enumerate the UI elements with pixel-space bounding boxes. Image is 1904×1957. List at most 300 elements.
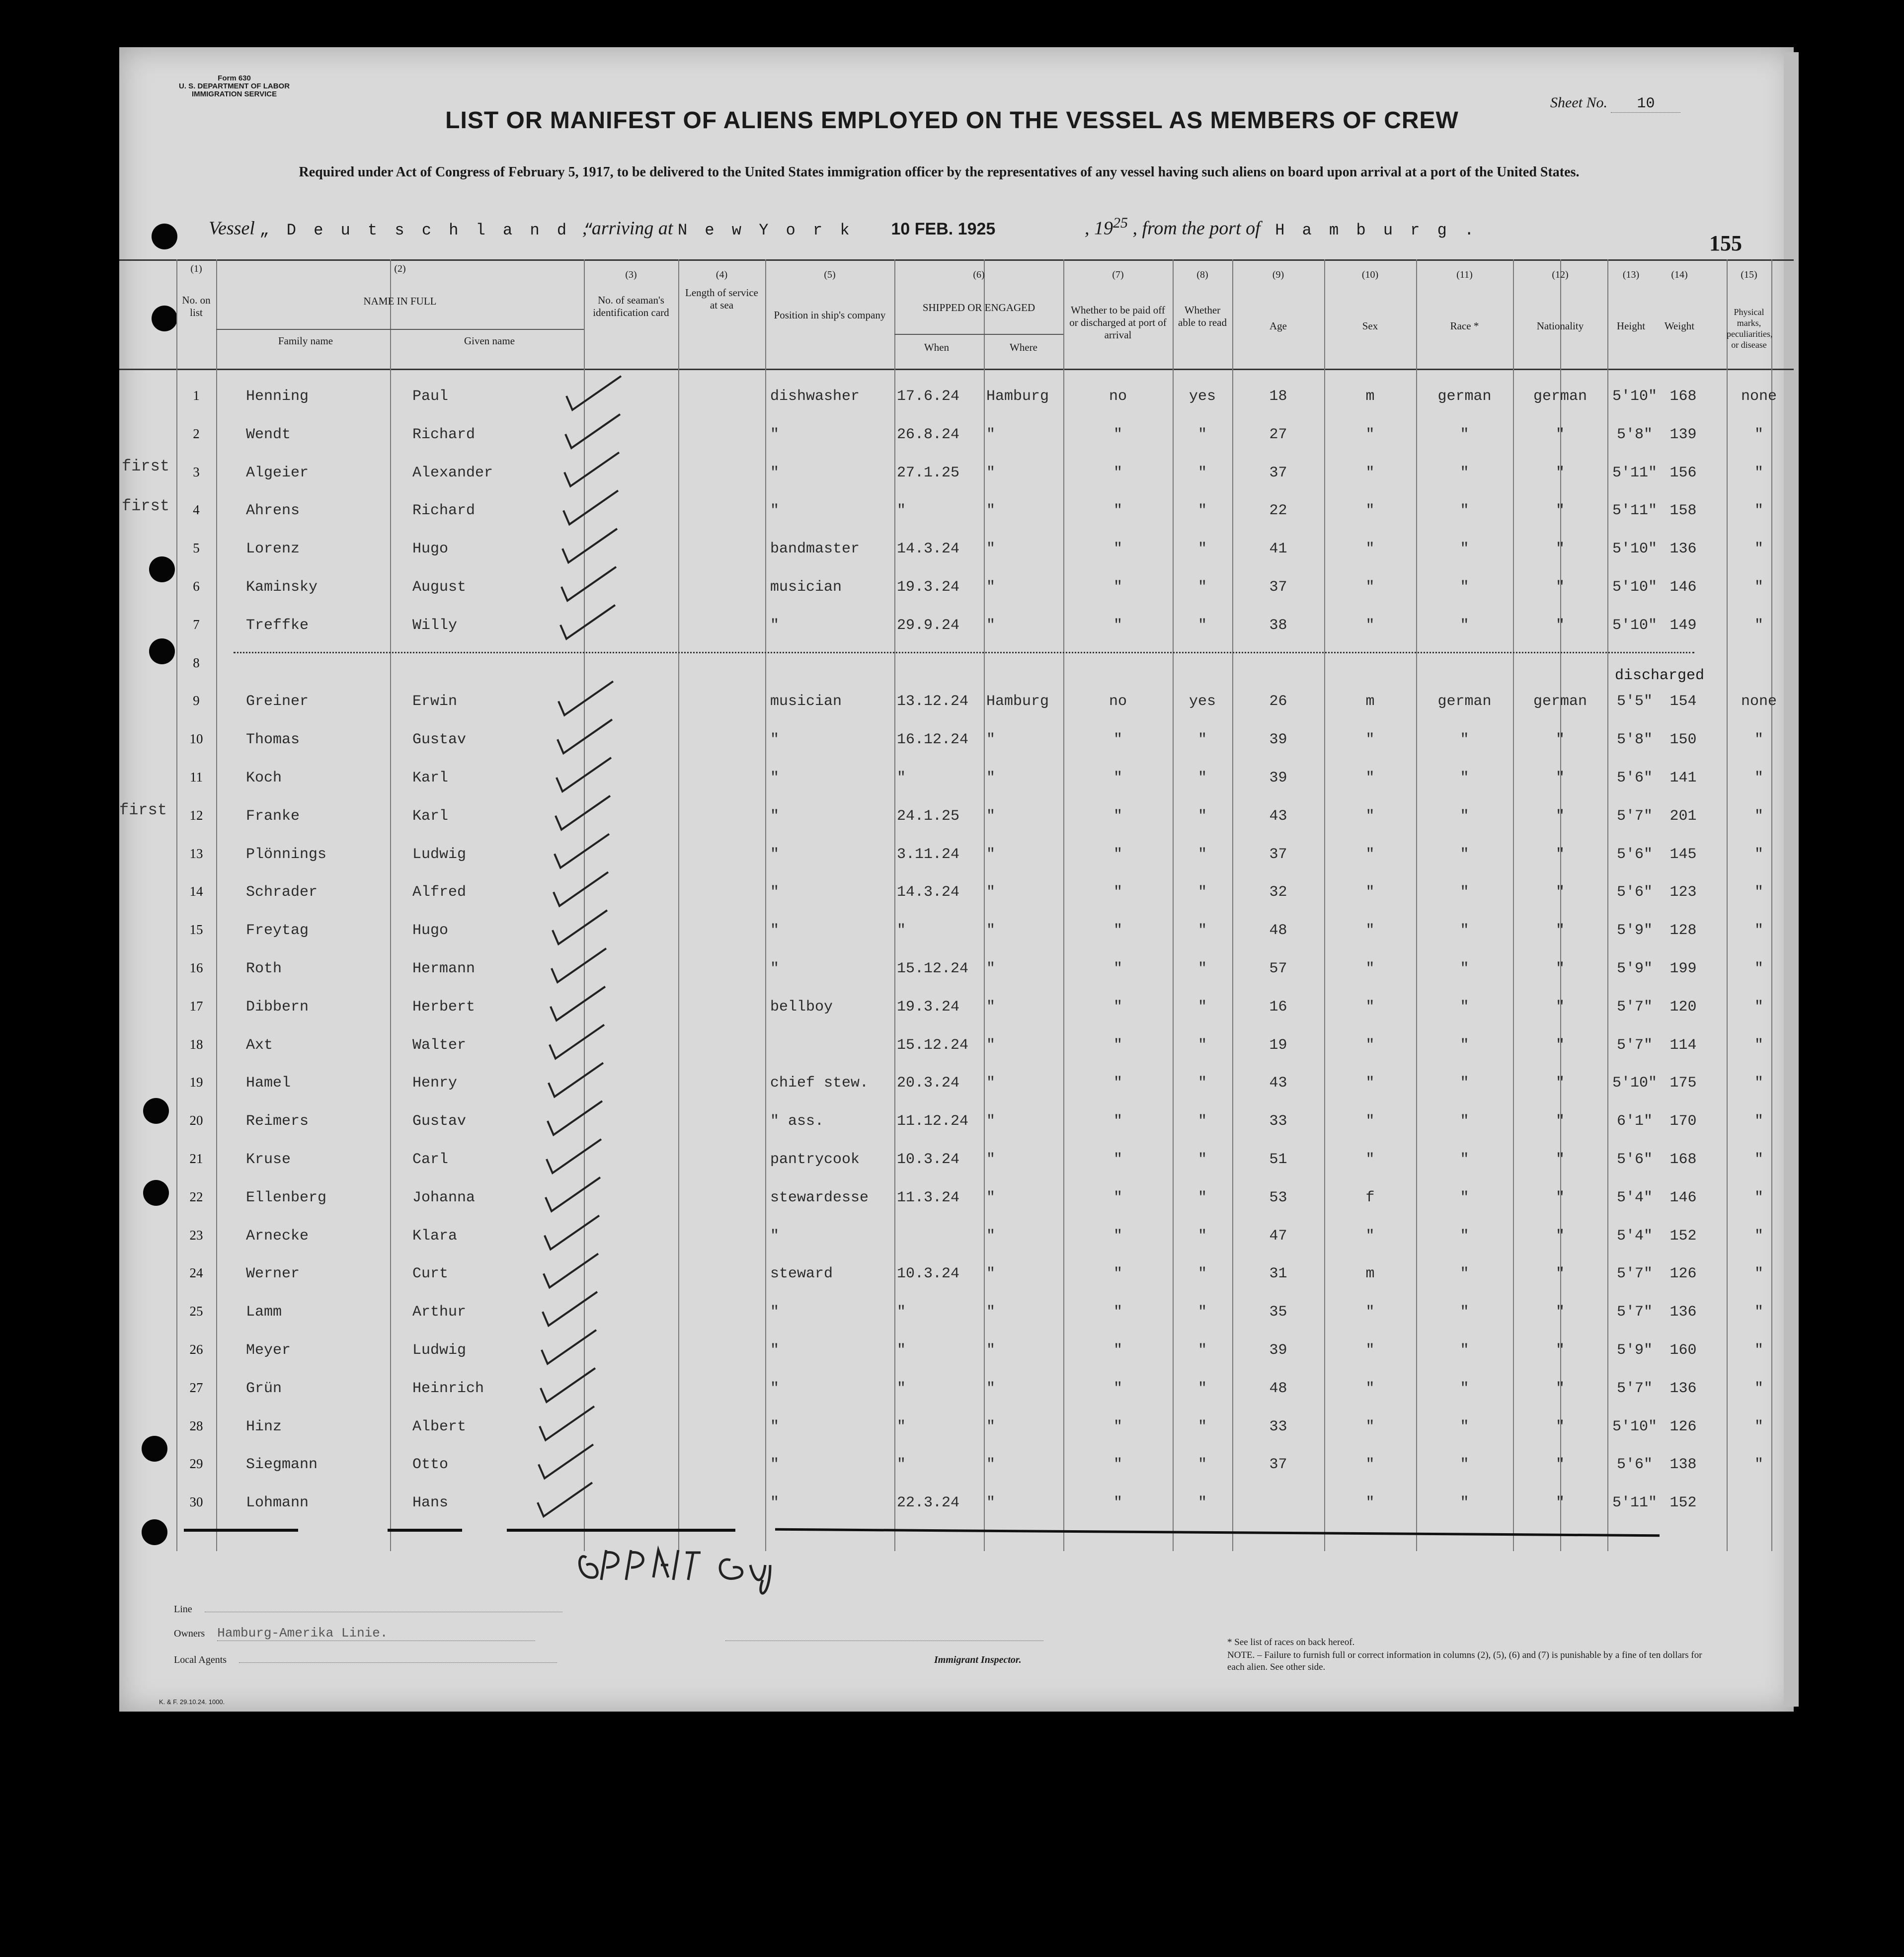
checkmark (553, 910, 607, 944)
cell-position: bellboy (770, 998, 833, 1016)
cell-when: " (897, 1304, 906, 1321)
cell-no: 21 (189, 1151, 203, 1166)
cell-read: " (1197, 1075, 1207, 1092)
col-num-9: (9) (1272, 269, 1284, 280)
cell-no: 23 (189, 1227, 203, 1243)
cell-given: Alexander (412, 464, 493, 481)
arrival-date-stamp: 10 FEB. 1925 (891, 219, 996, 238)
cell-read: " (1197, 1494, 1207, 1512)
cell-height: 5'9" (1616, 922, 1653, 939)
cell-nat: " (1555, 1494, 1565, 1512)
cell-where: " (986, 884, 996, 901)
cell-no: 17 (189, 998, 203, 1014)
cell-height: 5'11" (1612, 502, 1657, 520)
cell-marks: " (1754, 426, 1763, 443)
cell-height: 5'6" (1616, 884, 1653, 901)
cell-no: 16 (189, 960, 203, 975)
cell-read: " (1197, 502, 1207, 520)
cell-given: Alfred (412, 884, 467, 901)
year-label: , 19 (1085, 218, 1113, 239)
cell-age: 33 (1269, 1418, 1287, 1435)
line-label: Line (174, 1604, 192, 1615)
cell-race: " (1460, 807, 1469, 825)
cell-marks: " (1754, 1304, 1763, 1321)
cell-weight: 141 (1669, 770, 1697, 786)
cell-paid: " (1113, 922, 1122, 939)
cell-paid: " (1113, 1227, 1122, 1245)
cell-sex: " (1365, 1036, 1375, 1054)
checkmark (541, 1368, 595, 1402)
cell-position: " (770, 922, 780, 939)
cell-family: Lamm (246, 1304, 282, 1321)
cell-weight: 154 (1669, 693, 1697, 710)
cell-position: pantrycook (770, 1151, 860, 1168)
cell-when: " (897, 1456, 906, 1474)
cell-nat: " (1555, 1342, 1565, 1359)
cell-marks: " (1754, 541, 1763, 558)
cell-given: Johanna (412, 1189, 476, 1206)
cell-when: 17.6.24 (897, 388, 960, 405)
cell-age: 37 (1269, 1456, 1287, 1474)
cell-given: Herbert (412, 998, 476, 1016)
cell-race: " (1460, 1342, 1469, 1359)
cell-family: Roth (246, 960, 282, 977)
cell-given: Richard (412, 502, 476, 520)
cell-nat: " (1555, 502, 1565, 520)
cell-paid: " (1113, 1113, 1122, 1130)
cell-age: 48 (1269, 1380, 1287, 1397)
cell-paid: " (1113, 464, 1122, 481)
cell-when: 11.3.24 (897, 1189, 960, 1206)
year-value: 25 (1113, 215, 1128, 231)
checkmark (546, 1177, 600, 1211)
cell-read: " (1197, 1265, 1207, 1283)
checkmark (545, 1216, 599, 1250)
cell-no: 6 (193, 579, 200, 594)
cell-when: 15.12.24 (897, 960, 969, 977)
checkmark (565, 414, 620, 448)
cell-no: 13 (189, 846, 203, 861)
cell-sex: " (1365, 426, 1375, 443)
cell-given: Hans (412, 1494, 449, 1512)
cell-position: steward (770, 1265, 833, 1283)
cell-age: 43 (1269, 1075, 1287, 1092)
cell-weight: 156 (1669, 464, 1697, 481)
cell-read: " (1197, 731, 1207, 749)
penalty-note: NOTE. – Failure to furnish full or correct information in columns (2), (5), (6) and (7) is punishable by a fine of ten dollars for each alien. See other side. (1227, 1650, 1702, 1672)
cell-race: " (1460, 884, 1469, 901)
cell-family: Koch (246, 770, 282, 786)
cell-height: 5'7" (1616, 807, 1653, 825)
cell-marks: " (1754, 1456, 1763, 1474)
col-num-11: (11) (1456, 269, 1473, 280)
cell-where: " (986, 998, 996, 1016)
cell-weight: 168 (1669, 1151, 1697, 1168)
col-num-14: (14) (1671, 269, 1688, 280)
cell-family: Werner (246, 1265, 300, 1283)
cell-weight: 146 (1669, 579, 1697, 596)
cell-marks: none (1741, 388, 1777, 405)
cell-height: 5'6" (1616, 1151, 1653, 1168)
cell-paid: " (1113, 1151, 1122, 1168)
cell-where: " (986, 1380, 996, 1397)
col-num-3: (3) (625, 269, 637, 280)
arrival-port: N e w Y o r k (678, 221, 854, 239)
checkmark (566, 376, 621, 410)
cell-age: 38 (1269, 617, 1287, 634)
cell-position: " (770, 502, 780, 520)
cell-given: Hugo (412, 541, 449, 558)
cell-age: 37 (1269, 579, 1287, 596)
cell-where: " (986, 846, 996, 863)
cell-when: 26.8.24 (897, 426, 960, 443)
cell-sex: " (1365, 1075, 1375, 1092)
cell-race: " (1460, 1494, 1469, 1512)
col-num-7: (7) (1112, 269, 1124, 280)
cell-nat: " (1555, 884, 1565, 901)
cell-age: 37 (1269, 464, 1287, 481)
cell-nat: " (1555, 1456, 1565, 1474)
cell-no: 1 (193, 388, 200, 403)
cell-no: 30 (189, 1494, 203, 1510)
cell-where: " (986, 731, 996, 749)
cell-given: Hermann (412, 960, 476, 977)
checkmark (563, 490, 618, 524)
cell-nat: " (1555, 998, 1565, 1016)
cell-race: " (1460, 541, 1469, 558)
cell-race: " (1460, 426, 1469, 443)
cell-family: Ahrens (246, 502, 300, 520)
cell-where: " (986, 1418, 996, 1435)
cell-sex: " (1365, 846, 1375, 863)
cell-sex: " (1365, 884, 1375, 901)
checkmark (551, 987, 605, 1020)
cell-no: 12 (189, 807, 203, 823)
cell-no: 25 (189, 1304, 203, 1319)
checkmark (549, 1063, 603, 1096)
cell-weight: 201 (1669, 807, 1697, 825)
cell-weight: 114 (1669, 1036, 1697, 1054)
checkmark (557, 719, 612, 753)
col-head-name: NAME IN FULL (363, 295, 437, 307)
cell-position: musician (770, 579, 842, 596)
cell-sex: " (1365, 1113, 1375, 1130)
cell-when: 14.3.24 (897, 884, 960, 901)
col-num-5: (5) (824, 269, 836, 280)
cell-where: " (986, 1227, 996, 1245)
cell-where: " (986, 1113, 996, 1130)
checkmark (556, 758, 611, 791)
cell-paid: " (1113, 998, 1122, 1016)
cell-family: Kruse (246, 1151, 291, 1168)
cell-no: 24 (189, 1265, 203, 1281)
cell-paid: " (1113, 502, 1122, 520)
cell-marks: " (1754, 1036, 1763, 1054)
cell-sex: " (1365, 807, 1375, 825)
cell-nat: " (1555, 922, 1565, 939)
cell-nat: " (1555, 464, 1565, 481)
cell-marks: " (1754, 846, 1763, 863)
cell-family: Lorenz (246, 541, 300, 558)
cell-height: 6'1" (1616, 1113, 1653, 1130)
cell-where: Hamburg (986, 693, 1049, 710)
checkmark (543, 1292, 597, 1326)
cell-position: " (770, 1342, 780, 1359)
cell-marks: " (1754, 731, 1763, 749)
cell-read: yes (1189, 693, 1216, 710)
cell-read: " (1197, 1342, 1207, 1359)
cell-sex: m (1365, 1265, 1375, 1283)
cell-position: " (770, 1494, 780, 1512)
cell-nat: " (1555, 960, 1565, 977)
cell-read: " (1197, 884, 1207, 901)
cell-when: 20.3.24 (897, 1075, 960, 1092)
cell-height: 5'11" (1612, 464, 1657, 481)
cell-weight: 146 (1669, 1189, 1697, 1206)
cell-position: " (770, 960, 780, 977)
cell-paid: " (1113, 579, 1122, 596)
margin-note-row-12: first (119, 801, 167, 819)
checkmark (550, 1025, 604, 1059)
cell-position: " (770, 1227, 780, 1245)
cell-marks: " (1754, 1380, 1763, 1397)
cell-age: 48 (1269, 922, 1287, 939)
cell-family: Hamel (246, 1075, 291, 1092)
cell-given: Richard (412, 426, 476, 443)
cell-height: 5'4" (1616, 1227, 1653, 1245)
cell-sex: " (1365, 502, 1375, 520)
line-field (174, 1604, 562, 1615)
cell-nat: " (1555, 1036, 1565, 1054)
checkmark (548, 1101, 602, 1135)
cell-race: " (1460, 502, 1469, 520)
cell-height: 5'4" (1616, 1189, 1653, 1206)
cell-height: 5'6" (1616, 846, 1653, 863)
cell-marks: " (1754, 1075, 1763, 1092)
cell-weight: 128 (1669, 922, 1697, 939)
col-head-age: Age (1269, 320, 1287, 332)
cell-when: " (897, 922, 906, 939)
cell-where: " (986, 960, 996, 977)
cell-weight: 152 (1669, 1227, 1697, 1245)
cell-family: Greiner (246, 693, 309, 710)
cell-sex: " (1365, 579, 1375, 596)
col-head-race: Race * (1450, 320, 1479, 332)
cell-position: stewardesse (770, 1189, 869, 1206)
cell-when: 10.3.24 (897, 1265, 960, 1283)
cell-race: " (1460, 960, 1469, 977)
agents-label: Local Agents (174, 1654, 227, 1665)
col-head-shipped: SHIPPED OR ENGAGED (922, 302, 1035, 313)
cell-weight: 138 (1669, 1456, 1697, 1474)
cell-given: Hugo (412, 922, 449, 939)
cell-weight: 126 (1669, 1265, 1697, 1283)
cell-age: 35 (1269, 1304, 1287, 1321)
owners-label: Owners (174, 1628, 205, 1639)
cell-weight: 149 (1669, 617, 1697, 634)
cell-sex: " (1365, 1342, 1375, 1359)
cell-given: Arthur (412, 1304, 467, 1321)
cell-paid: " (1113, 731, 1122, 749)
cell-read: " (1197, 541, 1207, 558)
cell-age: 51 (1269, 1151, 1287, 1168)
col-head-position: Position in ship's company (774, 309, 886, 321)
cell-when: 10.3.24 (897, 1151, 960, 1168)
cell-sex: " (1365, 1418, 1375, 1435)
cell-no: 22 (189, 1189, 203, 1204)
cell-read: " (1197, 998, 1207, 1016)
cell-nat: " (1555, 846, 1565, 863)
cell-race: " (1460, 1265, 1469, 1283)
cell-read: " (1197, 807, 1207, 825)
cell-no: 2 (193, 426, 200, 441)
cell-read: " (1197, 770, 1207, 786)
cell-no: 26 (189, 1342, 203, 1357)
cell-family: Plönnings (246, 846, 327, 863)
col-head-read: Whether able to read (1178, 304, 1227, 328)
cell-read: " (1197, 1113, 1207, 1130)
cell-when: 19.3.24 (897, 998, 960, 1016)
cell-weight: 120 (1669, 998, 1697, 1016)
cell-given: Ludwig (412, 846, 467, 863)
agents-field (174, 1654, 557, 1666)
cell-marks: " (1754, 617, 1763, 634)
cell-when: 22.3.24 (897, 1494, 960, 1512)
cell-when: " (897, 1342, 906, 1359)
cell-age: 39 (1269, 770, 1287, 786)
cell-position: " (770, 1418, 780, 1435)
cell-position: " ass. (770, 1113, 824, 1130)
col-num-13: (13) (1622, 269, 1640, 280)
cell-height: 5'11" (1612, 1494, 1657, 1512)
cell-race: " (1460, 579, 1469, 596)
owners-field (174, 1626, 535, 1641)
cell-weight: 136 (1669, 541, 1697, 558)
checkmark (561, 567, 616, 601)
cell-no: 14 (189, 884, 203, 899)
cell-paid: " (1113, 1189, 1122, 1206)
cell-age: 39 (1269, 731, 1287, 749)
departure-port: H a m b u r g . (1275, 221, 1478, 239)
cell-nat: " (1555, 1418, 1565, 1435)
cell-where: " (986, 541, 996, 558)
cell-family: Schrader (246, 884, 318, 901)
cell-paid: " (1113, 1342, 1122, 1359)
cell-race: " (1460, 846, 1469, 863)
cell-height: 5'9" (1616, 960, 1653, 977)
cell-position: dishwasher (770, 388, 860, 405)
cell-family: Henning (246, 388, 309, 405)
checkmark (560, 605, 615, 639)
cell-nat: " (1555, 1265, 1565, 1283)
cell-paid: " (1113, 617, 1122, 634)
cell-family: Thomas (246, 731, 300, 749)
checkmark (564, 453, 619, 486)
cell-given: Henry (412, 1075, 458, 1092)
cell-read: " (1197, 1189, 1207, 1206)
cell-paid: " (1113, 1418, 1122, 1435)
cell-paid: no (1109, 388, 1127, 405)
cell-family: Freytag (246, 922, 309, 939)
cell-where: " (986, 1304, 996, 1321)
cell-race: " (1460, 1380, 1469, 1397)
cell-paid: " (1113, 770, 1122, 786)
cell-position: " (770, 1380, 780, 1397)
cell-nat: " (1555, 617, 1565, 634)
cell-no: 9 (193, 693, 200, 708)
cell-marks: none (1741, 693, 1777, 710)
cell-marks: " (1754, 1151, 1763, 1168)
cell-race: " (1460, 1075, 1469, 1092)
cell-sex: " (1365, 1456, 1375, 1474)
col-head-nationality: Nationality (1536, 320, 1584, 332)
cell-no: 8 (193, 655, 200, 670)
cell-sex: " (1365, 998, 1375, 1016)
cell-weight: 199 (1669, 960, 1697, 977)
cell-family: Meyer (246, 1342, 291, 1359)
cell-paid: " (1113, 1036, 1122, 1054)
cell-when: 13.12.24 (897, 693, 969, 710)
col-num-2: (2) (394, 263, 406, 274)
cell-where: Hamburg (986, 388, 1049, 405)
cell-height: 5'7" (1616, 1304, 1653, 1321)
checkmark (552, 948, 606, 982)
col-head-sex: Sex (1362, 320, 1378, 332)
cell-age: 31 (1269, 1265, 1287, 1283)
cell-height: 5'10" (1612, 579, 1657, 596)
cell-no: 3 (193, 464, 200, 479)
cell-family: Wendt (246, 426, 291, 443)
cell-height: 5'10" (1612, 617, 1657, 634)
cell-where: " (986, 807, 996, 825)
cell-read: " (1197, 426, 1207, 443)
cell-age: 39 (1269, 1342, 1287, 1359)
cell-height: 5'8" (1616, 426, 1653, 443)
form-number: Form 630 (218, 74, 251, 82)
cell-height: 5'10" (1612, 1075, 1657, 1092)
document-subtitle: Required under Act of Congress of February 5, 1917, to be delivered to the United States immigration officer by the representatives of any vessel having such aliens on board upon arrival at a port of the United States. (299, 164, 1580, 180)
checkmark (544, 1253, 598, 1287)
cell-when: " (897, 770, 906, 786)
cell-read: " (1197, 1151, 1207, 1168)
cell-where: " (986, 617, 996, 634)
cell-given: Gustav (412, 1113, 467, 1130)
cell-paid: " (1113, 1075, 1122, 1092)
cell-nat: german (1533, 693, 1587, 710)
cell-family: Reimers (246, 1113, 309, 1130)
cell-marks: " (1754, 998, 1763, 1016)
checkmark (547, 1139, 601, 1173)
cell-read: " (1197, 464, 1207, 481)
cell-nat: " (1555, 426, 1565, 443)
checkmark (540, 1407, 594, 1440)
cell-no: 28 (189, 1418, 203, 1433)
cell-where: " (986, 770, 996, 786)
cell-paid: " (1113, 1456, 1122, 1474)
cell-marks: " (1754, 807, 1763, 825)
cell-race: " (1460, 1418, 1469, 1435)
col-head-height: Height (1616, 320, 1646, 332)
cell-where: " (986, 1075, 996, 1092)
col-num-8: (8) (1196, 269, 1208, 280)
cell-paid: " (1113, 960, 1122, 977)
cell-no: 27 (189, 1380, 203, 1395)
subhead-when: When (924, 341, 950, 353)
cell-paid: " (1113, 1380, 1122, 1397)
cell-family: Kaminsky (246, 579, 318, 596)
cell-age: 19 (1269, 1036, 1287, 1054)
cell-read: " (1197, 617, 1207, 634)
